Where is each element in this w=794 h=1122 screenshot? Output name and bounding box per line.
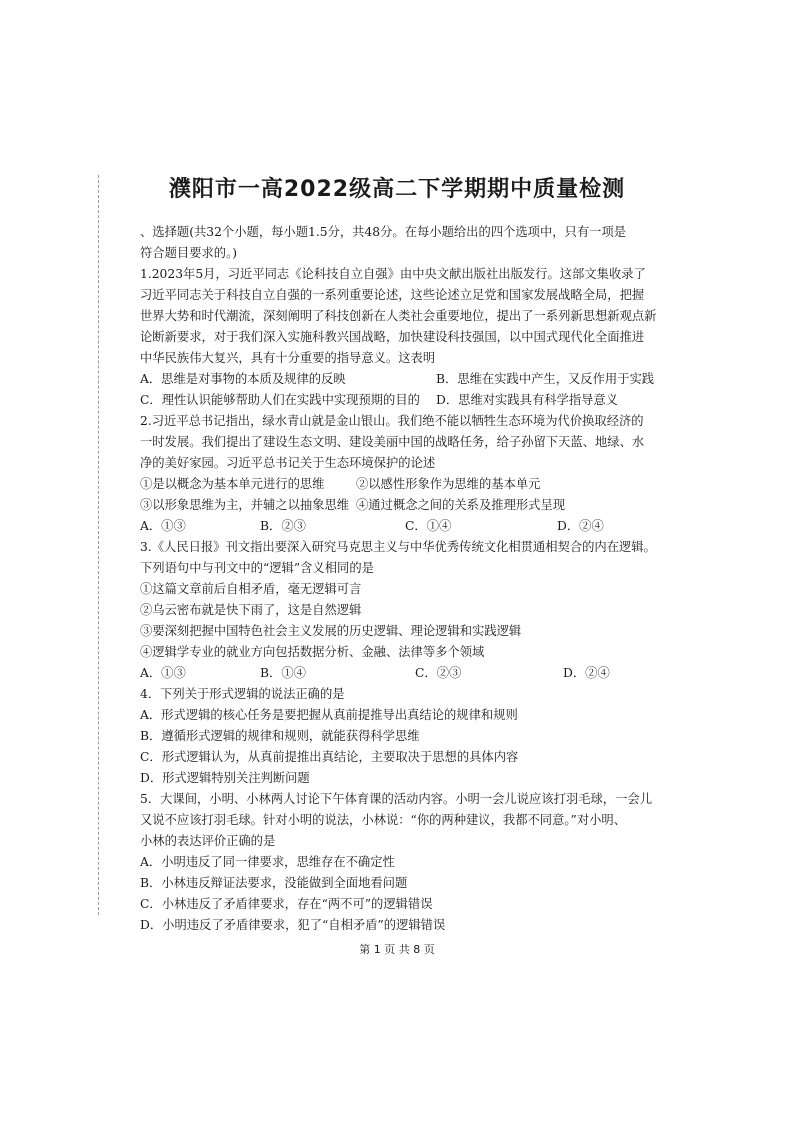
q3-line: ④逻辑学专业的就业方向包括数据分析、金融、法律等多个领域 <box>140 645 485 659</box>
q1-option-d: D．思维对实践具有科学指导意义 <box>436 393 619 407</box>
q5-line: 小林的表达评价正确的是 <box>140 834 276 848</box>
q4-option: B．遵循形式逻辑的规律和规则，就能获得科学思维 <box>140 729 420 743</box>
q3-line: 下列语句中与刊文中的“逻辑”含义相同的是 <box>140 561 374 575</box>
q2-option: B．②③ <box>260 519 306 533</box>
q1-option-b: B．思维在实践中产生，又反作用于实践 <box>436 372 655 386</box>
question-2 <box>140 411 680 537</box>
exam-title: 濮阳市一高2022级高二下学期期中质量检测 <box>168 177 626 202</box>
q3-option: D．②④ <box>563 666 610 680</box>
q5-option: A．小明违反了同一律要求，思维存在不确定性 <box>140 855 395 869</box>
q1-option-a: A．思维是对事物的本质及规律的反映 <box>140 372 346 386</box>
q1-option-c: C．理性认识能够帮助人们在实践中实现预期的目的 <box>140 393 420 407</box>
q3-line: ③要深刻把握中国特色社会主义发展的历史逻辑、理论逻辑和实践逻辑 <box>140 624 522 638</box>
question-4 <box>140 684 680 789</box>
q2-option: C．①④ <box>405 519 452 533</box>
section-header: 、选择题(共32个小题，每小题1.5分，共48分。在每小题给出的四个选项中，只有一项是 <box>140 225 627 239</box>
q5-line: 5．大课间，小明、小林两人讨论下午体育课的活动内容。小明一会儿说应该打羽毛球，一会儿 <box>140 792 652 806</box>
q4-option: A．形式逻辑的核心任务是要把握从真前提推导出真结论的规律和规则 <box>140 708 518 722</box>
q3-line: ①这篇文章前后自相矛盾，毫无逻辑可言 <box>140 582 362 596</box>
q2-item-3: ③以形象思维为主，并辅之以抽象思维 <box>140 498 350 512</box>
q4-stem: 4．下列关于形式逻辑的说法正确的是 <box>140 687 345 701</box>
q2-line: 2.习近平总书记指出，绿水青山就是金山银山。我们绝不能以牺牲生态环境为代价换取经济的 <box>140 414 644 428</box>
q5-option: C．小林违反了矛盾律要求，存在“两不可”的逻辑错误 <box>140 897 433 911</box>
q3-option: C．②③ <box>415 666 462 680</box>
q2-item-4: ④通过概念之间的关系及推理形式呈现 <box>356 498 566 512</box>
q2-line: 一时发展。我们提出了建设生态文明、建设美丽中国的战略任务，给子孙留下天蓝、地绿、水 <box>140 435 645 449</box>
q5-option: B．小林违反辩证法要求，没能做到全面地看问题 <box>140 876 408 890</box>
q5-line: 又说不应该打羽毛球。针对小明的说法，小林说：“你的两种建议，我都不同意。”对小明、 <box>140 813 627 827</box>
section-header-cont: 符合题目要求的。) <box>140 246 238 260</box>
q1-line: 1.2023年5月，习近平同志《论科技自立自强》由中央文献出版社出版发行。这部文集收录了 <box>140 267 646 281</box>
q4-option: C．形式逻辑认为，从真前提推出真结论，主要取决于思想的具体内容 <box>140 750 519 764</box>
q1-line: 中华民族伟大复兴，具有十分重要的指导意义。这表明 <box>140 351 436 365</box>
q1-line: 世界大势和时代潮流，深刻阐明了科技创新在人类社会重要地位，提出了一系列新思想新观点新 <box>140 309 657 323</box>
q2-item-2: ②以感性形象作为思维的基本单元 <box>356 477 541 491</box>
question-3 <box>140 537 680 684</box>
q4-option: D．形式逻辑特别关注判断问题 <box>140 771 310 785</box>
q2-line: 净的美好家园。习近平总书记关于生态环境保护的论述 <box>140 456 436 470</box>
page-footer: 第 1 页 共 8 页 <box>359 943 435 956</box>
exam-content <box>140 222 680 936</box>
q3-option: B．①④ <box>260 666 306 680</box>
binding-line <box>98 175 99 915</box>
q3-option: A．①③ <box>140 666 186 680</box>
question-1 <box>140 264 680 411</box>
q2-option: D．②④ <box>557 519 604 533</box>
q2-option: A．①③ <box>140 519 186 533</box>
q1-line: 习近平同志关于科技自立自强的一系列重要论述，这些论述立足党和国家发展战略全局，把握 <box>140 288 645 302</box>
q1-line: 论断新要求，对于我们深入实施科教兴国战略，加快建设科技强国，以中国式现代化全面推进 <box>140 330 645 344</box>
q3-line: 3.《人民日报》刊文指出要深入研究马克思主义与中华优秀传统文化相贯通相契合的内在逻辑。 <box>140 540 656 554</box>
question-5 <box>140 789 680 936</box>
q5-option: D．小明违反了矛盾律要求，犯了“自相矛盾”的逻辑错误 <box>140 918 446 932</box>
q2-item-1: ①是以概念为基本单元进行的思维 <box>140 477 325 491</box>
q3-line: ②乌云密布就是快下雨了，这是自然逻辑 <box>140 603 362 617</box>
